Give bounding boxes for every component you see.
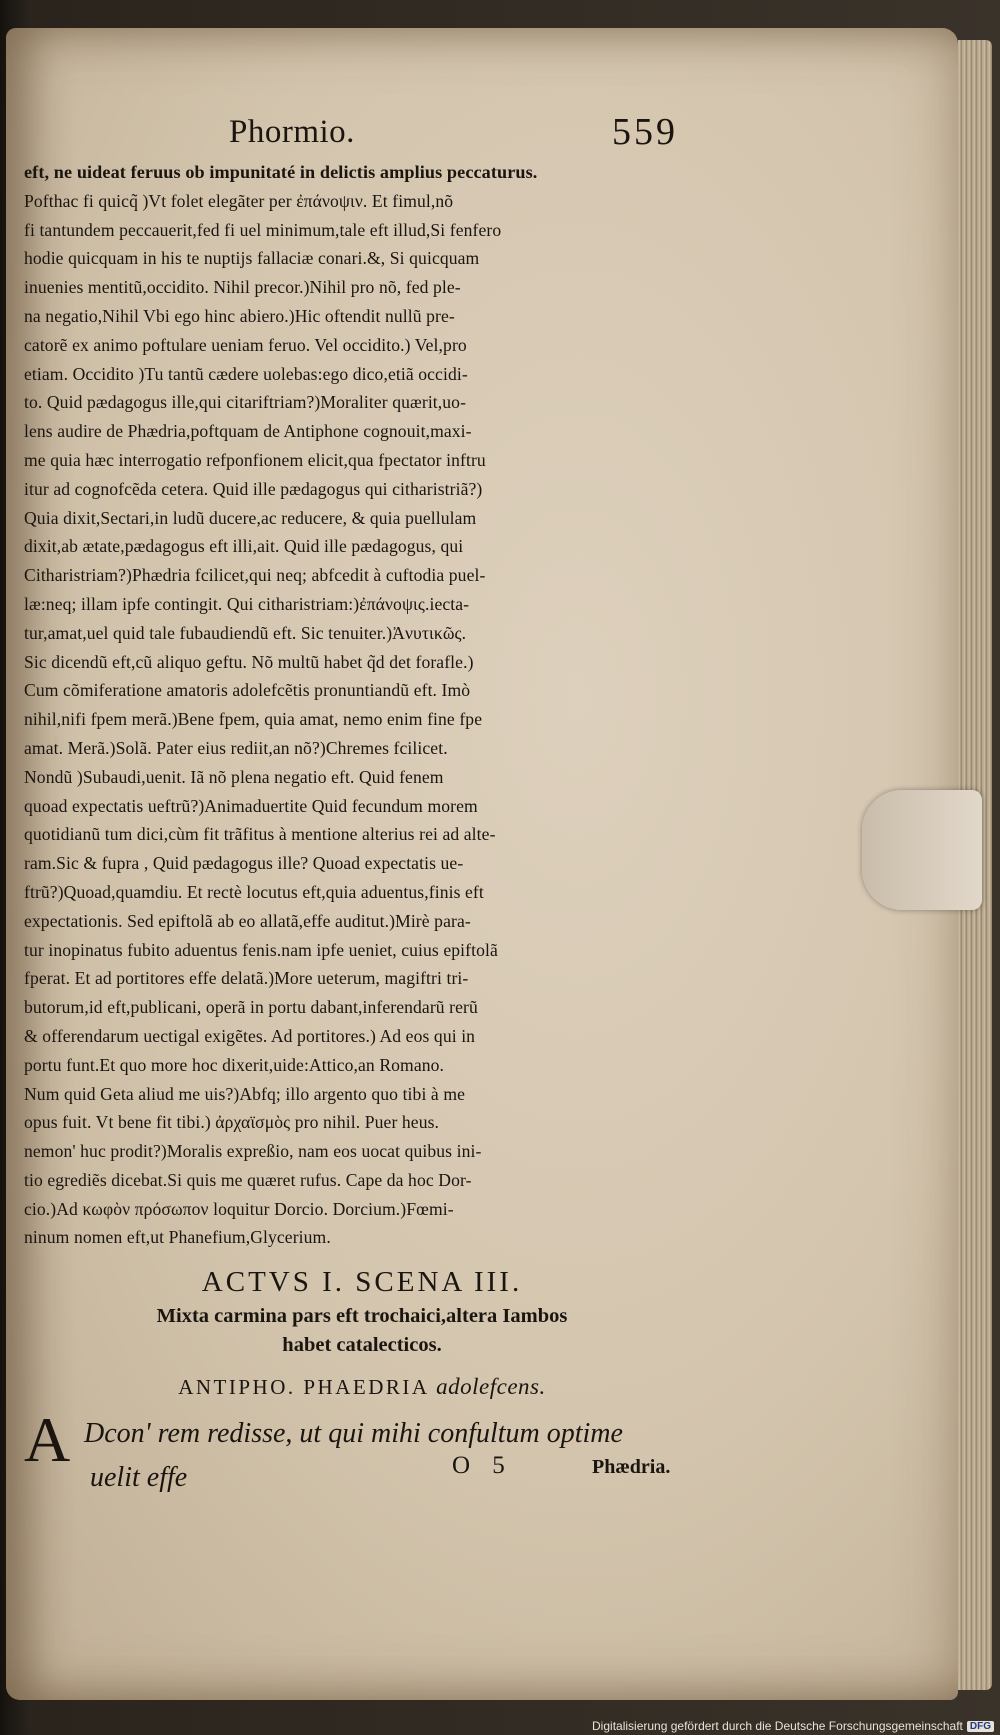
text-line: expectationis. Sed epiftolã ab eo allatã,effe auditut.)Mirè para- [24, 910, 471, 931]
text-line: nemon' huc prodit?)Moralis expreßio, nam eos uocat quibus ini- [24, 1141, 482, 1162]
text-line: Citharistriam?)Phædria fcilicet,qui neq; abfcedit à cuftodia puel- [24, 565, 486, 586]
dramatis-personae [24, 1370, 700, 1404]
text-line: tio egrediẽs dicebat.Si quis me quæret rufus. Cape da hoc Dor- [24, 1169, 472, 1190]
text-line: Quia dixit,Sectari,in ludũ ducere,ac reducere, & quia puellulam [24, 507, 477, 528]
digitization-credit [592, 1719, 994, 1733]
text-line: opus fuit. Vt bene fit tibi.) ἀρχαϊσμὸς pro nihil. Puer heus. [24, 1112, 440, 1133]
running-title: Phormio. [229, 114, 355, 150]
text-line: itur ad cognofcẽda cetera. Quid ille pædagogus qui citharistriã?) [24, 478, 483, 499]
page-number: 559 [612, 111, 678, 153]
text-line: inuenies mentitũ,occidito. Nihil precor.)Nihil pro nõ, fed ple- [24, 277, 461, 298]
text-line: lens audire de Phædria,poftquam de Antiphone cognouit,maxi- [24, 421, 472, 442]
text-line: ninum nomen eft,ut Phanefium,Glycerium. [24, 1227, 331, 1248]
text-line: ram.Sic & fupra , Quid pædagogus ille? Quoad expectatis ue- [24, 853, 464, 874]
text-line: eft, ne uideat feruus ob impunitaté in delictis amplius peccaturus. [24, 162, 538, 182]
text-line: nihil,nifi fpem merã.)Bene fpem, quia amat, nemo enim fine fpe [24, 709, 483, 730]
credit-text: Digitalisierung gefördert durch die Deutsche Forschungsgemeinschaft [592, 1719, 963, 1733]
text-line: fi tantundem peccauerit,fed fi uel minimum,tale eft illud,Si fenfero [24, 219, 502, 240]
bookmark-tab [862, 790, 982, 910]
meter-note-line: habet catalecticos. [282, 1334, 442, 1357]
act-heading: ACTVS I. SCENA III. [201, 1266, 523, 1299]
text-line: dixit,ab ætate,pædagogus eft illi,ait. Quid ille pædagogus, qui [24, 536, 464, 557]
text-line: ftrũ?)Quoad,quamdiu. Et rectè locutus eft,quia aduentus,finis eft [24, 881, 484, 902]
text-line: tur inopinatus fubito aduentus fenis.nam ipfe ueniet, cuius epiftolã [24, 939, 498, 960]
drop-capital: A [24, 1404, 71, 1476]
persons-names: ANTIPHO. PHAEDRIA [178, 1375, 429, 1400]
text-line: cio.)Ad κωφὸν πρόσωπον loquitur Dorcio. Dorcium.)Fœmi- [24, 1198, 454, 1219]
text-line: etiam. Occidito )Tu tantũ cædere uolebas:ego dico,etiã occidi- [24, 363, 468, 384]
text-line: Pofthac fi quicq̃ )Vt folet elegãter per ἐπάνοψιν. Et fimul,nõ [24, 190, 454, 211]
text-line: Cum cõmiferatione amatoris adolefcẽtis pronuntiandũ eft. Imò [24, 680, 471, 701]
text-line: catorẽ ex animo poftulare ueniam feruo. Vel occidito.) Vel,pro [24, 334, 467, 355]
text-line: Sic dicendũ eft,cũ aliquo geftu. Nõ multũ habet q̃d det forafle.) [24, 651, 474, 672]
text-line: & offerendarum uectigal exigẽtes. Ad portitores.) Ad eos qui in [24, 1025, 476, 1046]
meter-note-line: Mixta carmina pars eft trochaici,altera Iambos [156, 1305, 568, 1328]
text-line: fperat. Et ad portitores effe delatã.)More ueterum, magiftri tri- [24, 968, 469, 989]
text-line: to. Quid pædagogus ille,qui citariftriam?)Moraliter quærit,uo- [24, 392, 467, 413]
text-line: butorum,id eft,publicani, operã in portu dabant,inferendarũ rerũ [24, 997, 478, 1018]
text-line: Num quid Geta aliud me uis?)Abfq; illo argento quo tibi à me [24, 1083, 466, 1104]
signature-mark: O 5 [452, 1452, 513, 1479]
commentary-text [24, 158, 700, 1252]
text-line: læ:neq; illam ipfe contingit. Qui citharistriam:)ἐπάνοψις.iecta- [24, 593, 470, 614]
text-line: Nondũ )Subaudi,uenit. Iã nõ plena negatio eft. Quid fenem [24, 766, 444, 787]
running-head [24, 110, 700, 158]
persons-role: adolefcens. [436, 1374, 546, 1400]
text-block [24, 110, 700, 1512]
text-line: quoad expectatis ueftrũ?)Animaduertite Quid fecundum morem [24, 795, 478, 816]
text-line: quotidianũ tum dici,cùm fit trãfitus à mentione alterius rei ad alte- [24, 824, 496, 845]
text-line: hodie quicquam in his te nuptijs fallaciæ conari.&, Si quicquam [24, 248, 480, 269]
text-line: tur,amat,uel quid tale fubaudiendũ eft. Sic tenuiter.)Ἀνυτικῶς. [24, 622, 467, 643]
text-line: amat. Merã.)Solã. Pater eius rediit,an nõ?)Chremes fcilicet. [24, 737, 448, 758]
verse-line: uelit effe [90, 1462, 188, 1494]
text-line: me quia hæc interrogatio refponfionem elicit,qua fpectator inftru [24, 449, 486, 470]
catchword: Phædria. [592, 1456, 671, 1478]
text-line: na negatio,Nihil Vbi ego hinc abiero.)Hic oftendit nullũ pre- [24, 305, 455, 326]
dfg-logo-icon: DFG [967, 1721, 994, 1732]
verse-line: Dcon' rem redisse, ut qui mihi confultum optime [84, 1418, 623, 1450]
text-line: portu funt.Et quo more hoc dixerit,uide:Attico,an Romano. [24, 1054, 445, 1075]
